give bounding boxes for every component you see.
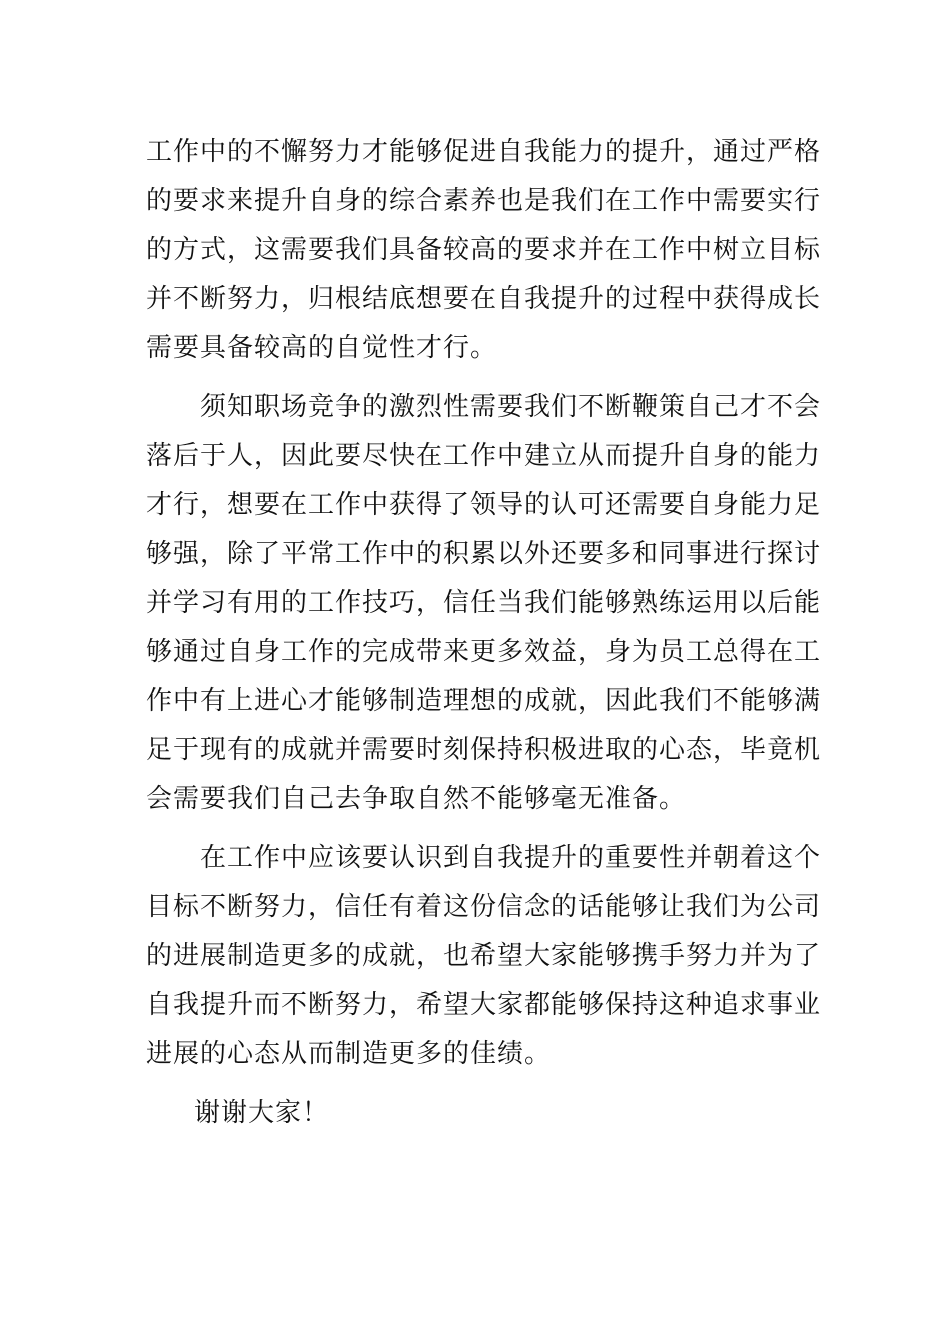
paragraph-line: 的方式，这需要我们具备较高的要求并在工作中树立目标 <box>146 235 822 265</box>
paragraph-spacing <box>146 824 808 834</box>
paragraph-line: 进展的心态从而制造更多的佳绩。 <box>146 1039 552 1069</box>
closing-thanks: 谢谢大家！ <box>194 1098 330 1128</box>
paragraph-line: 够通过自身工作的完成带来更多效益，身为员工总得在工 <box>146 637 822 667</box>
paragraph-line: 工作中的不懈努力才能够促进自我能力的提升，通过严格 <box>146 137 822 167</box>
paragraph-line: 须知职场竞争的激烈性需要我们不断鞭策自己才不会 <box>200 392 822 422</box>
paragraph-line: 足于现有的成就并需要时刻保持积极进取的心态，毕竟机 <box>146 735 822 765</box>
paragraph-line: 作中有上进心才能够制造理想的成就，因此我们不能够满 <box>146 686 822 716</box>
paragraph-line: 落后于人，因此要尽快在工作中建立从而提升自身的能力 <box>146 441 822 471</box>
paragraph-line: 的进展制造更多的成就，也希望大家能够携手努力并为了 <box>146 941 822 971</box>
paragraph-1 <box>146 128 822 373</box>
paragraph-2 <box>146 383 822 824</box>
paragraph-spacing <box>146 1079 808 1089</box>
paragraph-line: 在工作中应该要认识到自我提升的重要性并朝着这个 <box>200 843 822 873</box>
paragraph-line: 需要具备较高的自觉性才行。 <box>146 333 498 363</box>
paragraph-spacing <box>146 373 808 383</box>
paragraph-3 <box>146 834 822 1079</box>
paragraph-line: 目标不断努力，信任有着这份信念的话能够让我们为公司 <box>146 892 822 922</box>
paragraph-line: 并学习有用的工作技巧，信任当我们能够熟练运用以后能 <box>146 588 822 618</box>
paragraph-line: 会需要我们自己去争取自然不能够毫无准备。 <box>146 784 687 814</box>
paragraph-line: 够强，除了平常工作中的积累以外还要多和同事进行探讨 <box>146 539 822 569</box>
paragraph-line: 才行，想要在工作中获得了领导的认可还需要自身能力足 <box>146 490 822 520</box>
paragraph-line: 并不断努力，归根结底想要在自我提升的过程中获得成长 <box>146 284 822 314</box>
paragraph-line: 自我提升而不断努力，希望大家都能够保持这种追求事业 <box>146 990 822 1020</box>
speech-text-body <box>146 128 822 1138</box>
paragraph-line: 的要求来提升自身的综合素养也是我们在工作中需要实行 <box>146 186 822 216</box>
